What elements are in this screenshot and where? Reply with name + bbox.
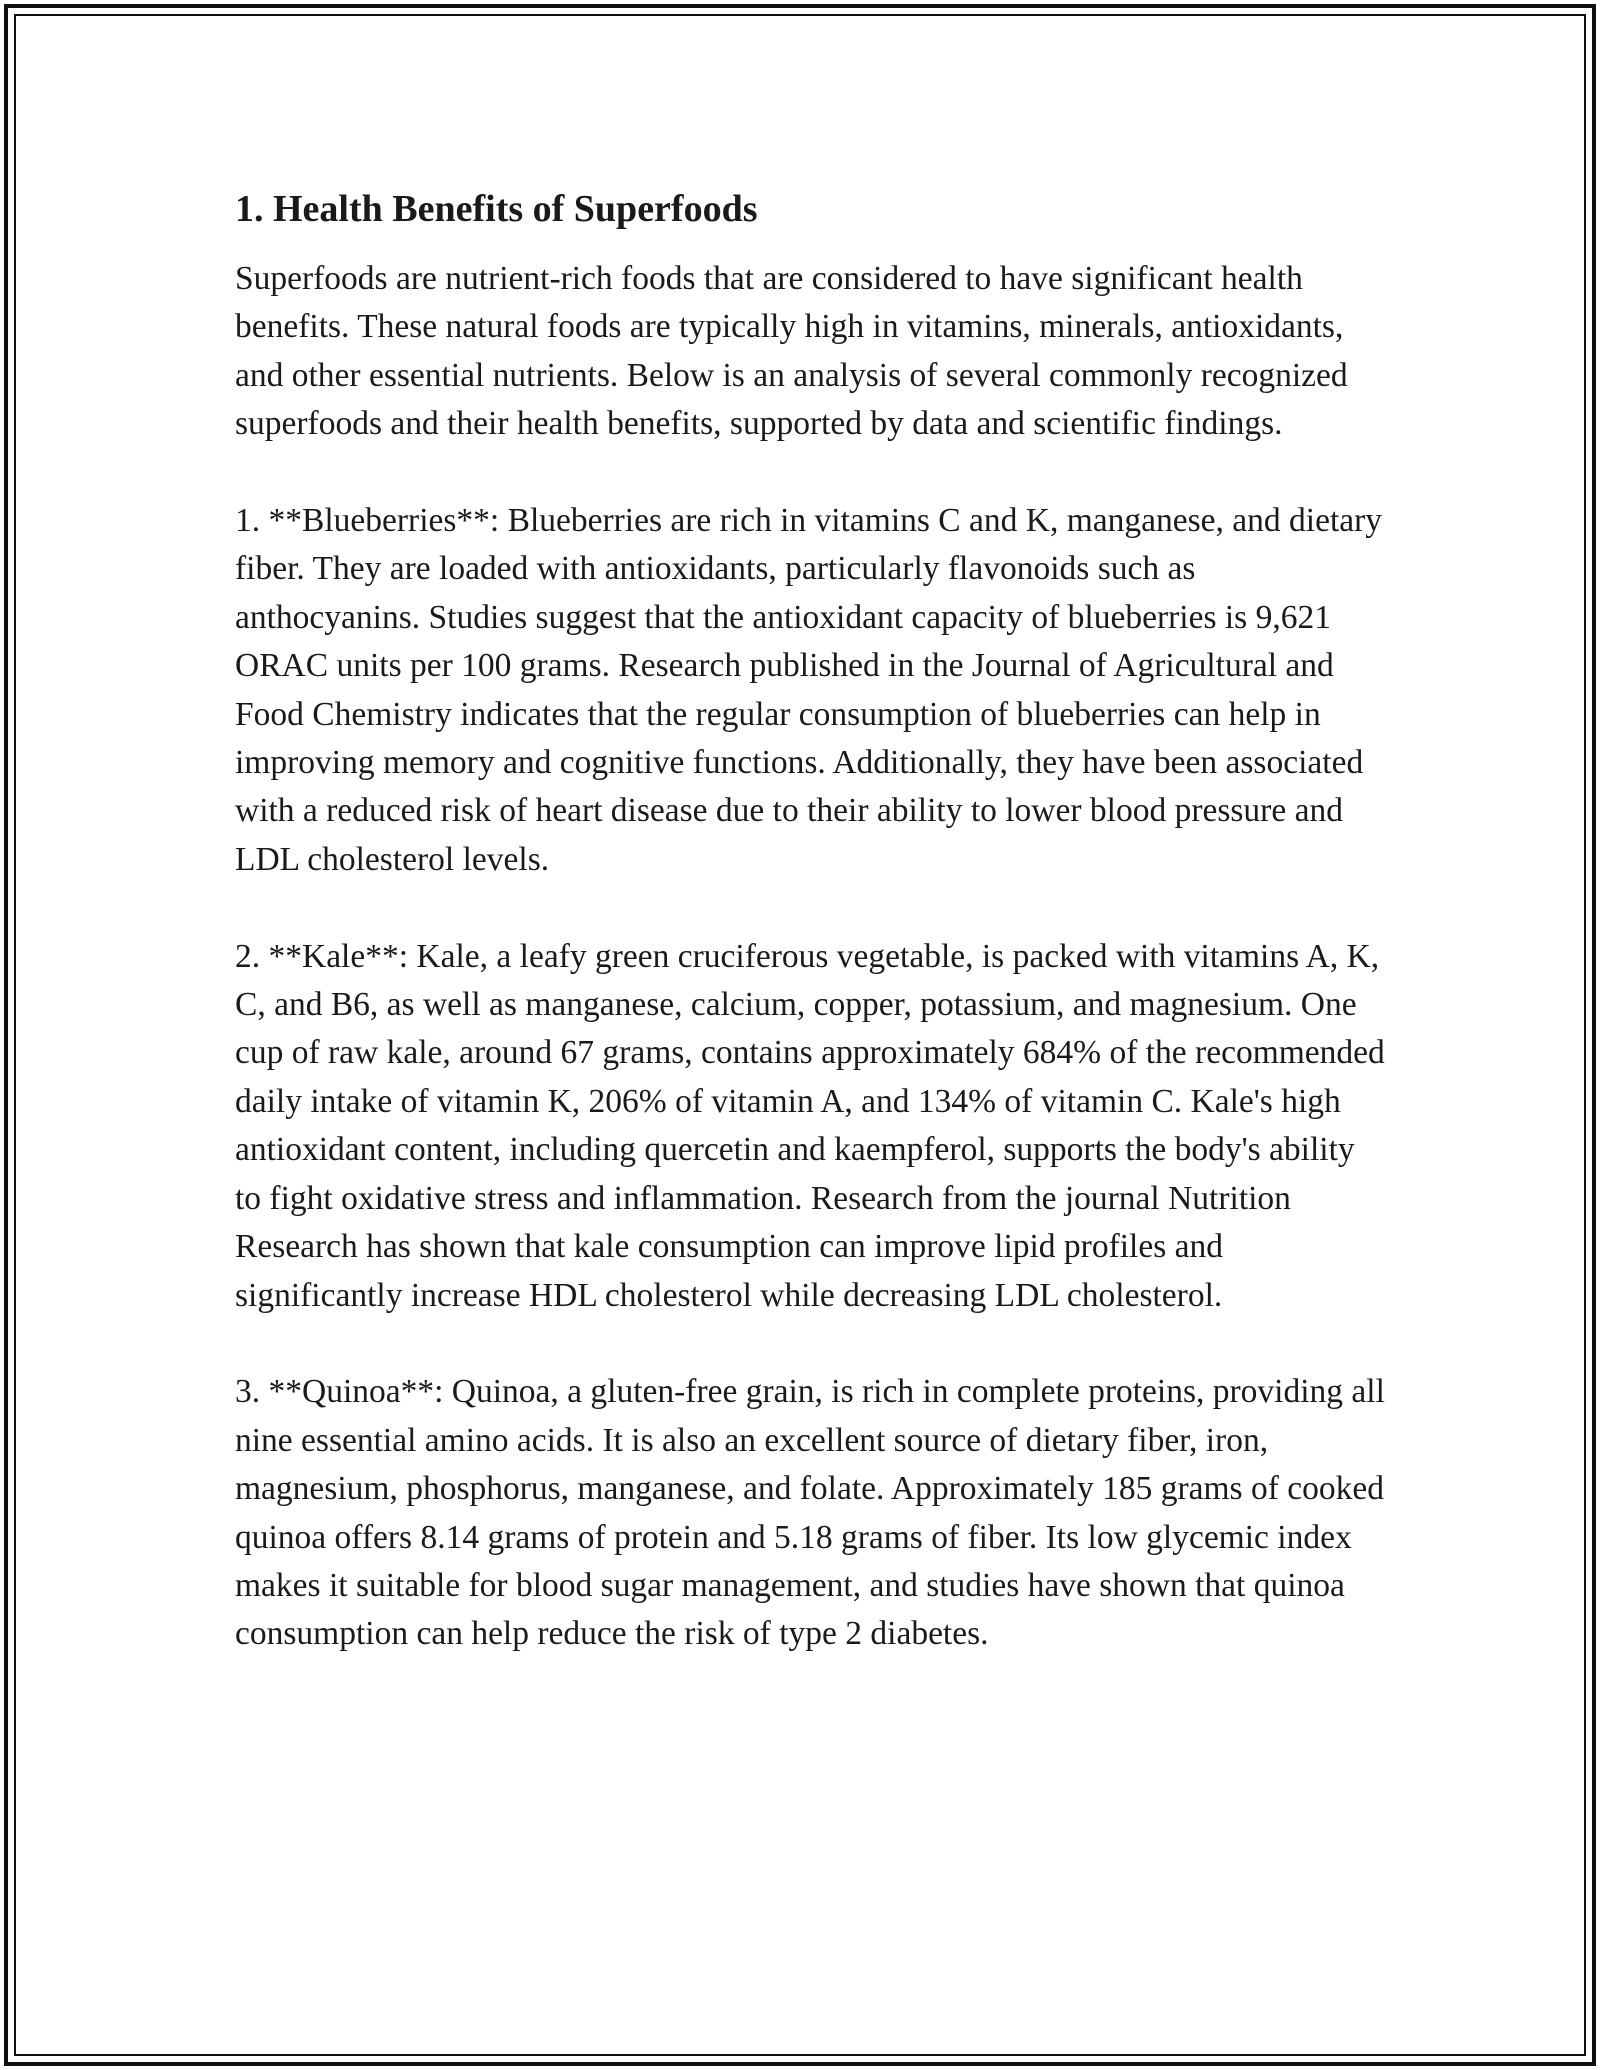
section-title: 1. Health Benefits of Superfoods [235, 188, 758, 230]
kale-paragraph: 2. **Kale**: Kale, a leafy green cruciferous vegetable, is packed with vitamins A, K, C, and B6, as well as manganese, calcium, copper, potassium, and magnesium. One cup of raw kale, around 67 grams, contains approximately 684% of the recommended daily intake of vitamin K, 206% of vitamin A, and 134% of vitamin C. Kale's high antioxidant content, including quercetin and kaempferol, supports the body's ability to fight oxidative stress and inflammation. Research from the journal Nutrition Research has shown that kale consumption can improve lipid profiles and significantly increase HDL cholesterol while decreasing LDL cholesterol. [235, 937, 1385, 1314]
document-body [235, 185, 1385, 1707]
intro-paragraph: Superfoods are nutrient-rich foods that are considered to have significant health benefits. These natural foods are typically high in vitamins, minerals, antioxidants, and other essential nutrients. Below is an analysis of several commonly recognized superfoods and their health benefits, supported by data and scientific findings. [235, 260, 1348, 443]
quinoa-paragraph: 3. **Quinoa**: Quinoa, a gluten-free grain, is rich in complete proteins, providing all nine essential amino acids. It is also an excellent source of dietary fiber, iron, magnesium, phosphorus, manganese, and folate. Approximately 185 grams of cooked quinoa offers 8.14 grams of protein and 5.18 grams of fiber. Its low glycemic index makes it suitable for blood sugar management, and studies have shown that quinoa consumption can help reduce the risk of type 2 diabetes. [235, 1373, 1385, 1653]
blueberries-paragraph: 1. **Blueberries**: Blueberries are rich in vitamins C and K, manganese, and dietary fiber. They are loaded with antioxidants, particularly flavonoids such as anthocyanins. Studies suggest that the antioxidant capacity of blueberries is 9,621 ORAC units per 100 grams. Research published in the Journal of Agricultural and Food Chemistry indicates that the regular consumption of blueberries can help in improving memory and cognitive functions. Additionally, they have been associated with a reduced risk of heart disease due to their ability to lower blood pressure and LDL cholesterol levels. [235, 502, 1383, 878]
